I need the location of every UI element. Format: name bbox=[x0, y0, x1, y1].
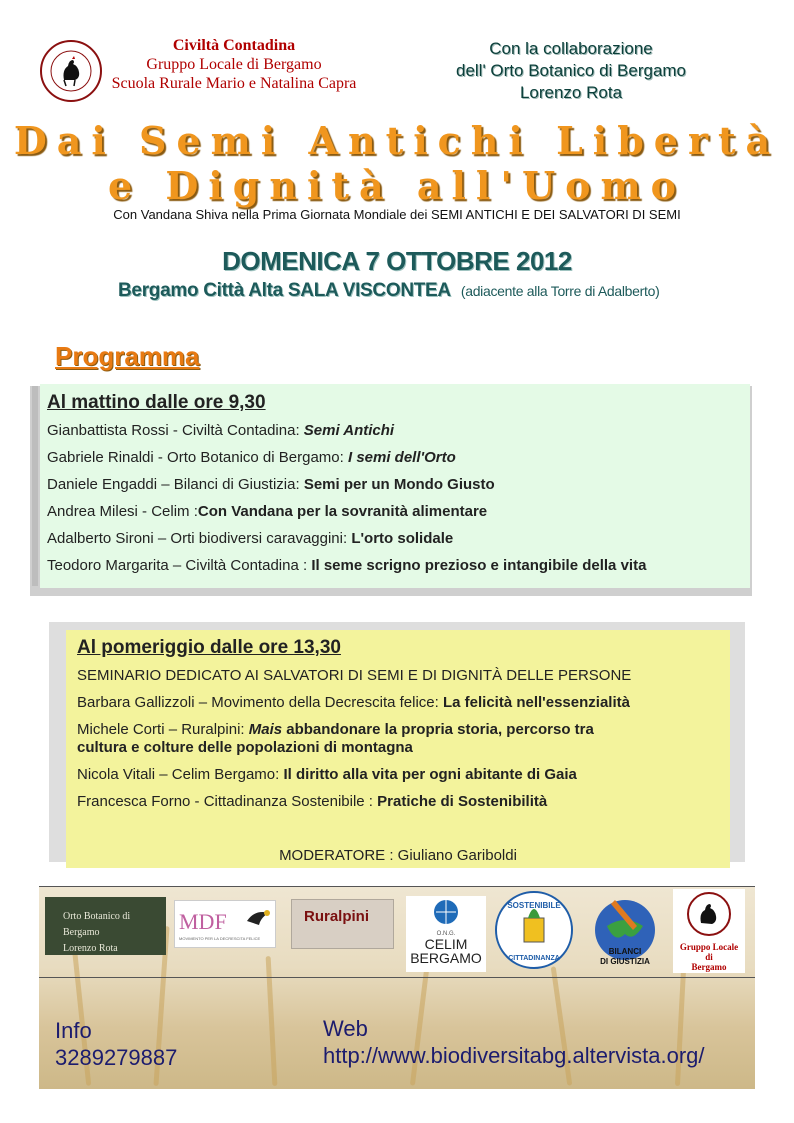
talk-title: Semi Antichi bbox=[303, 422, 395, 439]
gruppo-line3: Bergamo bbox=[691, 962, 727, 972]
morning-item bbox=[47, 476, 495, 494]
orto-logo-line2: Lorenzo Rota bbox=[63, 943, 118, 954]
cittadinanza-top-text: SOSTENIBILE bbox=[507, 901, 561, 910]
organizer-group: Gruppo Locale di Bergamo bbox=[146, 56, 322, 73]
morning-item bbox=[47, 557, 646, 575]
afternoon-item bbox=[77, 793, 727, 811]
info-label: Info bbox=[55, 1018, 92, 1043]
bird-icon bbox=[245, 905, 273, 931]
speaker: Nicola Vitali – Celim Bergamo: bbox=[77, 766, 284, 783]
morning-session-box bbox=[40, 384, 750, 588]
mdf-logo-subtext: MOVIMENTO PER LA DECRESCITA FELICE bbox=[179, 936, 261, 941]
globe-icon bbox=[432, 898, 460, 926]
orto-logo-line1: Orto Botanico di Bergamo bbox=[63, 911, 131, 938]
afternoon-item bbox=[77, 766, 727, 784]
celim-line2: BERGAMO bbox=[410, 950, 482, 966]
celim-ong: O.N.G. bbox=[436, 931, 456, 937]
afternoon-item bbox=[77, 721, 727, 757]
web-url-link[interactable]: http://www.biodiversitabg.altervista.org/ bbox=[323, 1043, 705, 1068]
bilanci-badge bbox=[585, 890, 665, 970]
talk-title-italic: Mais bbox=[248, 721, 283, 738]
talk-title: L'orto solidale bbox=[351, 530, 454, 547]
afternoon-session-box bbox=[66, 630, 730, 868]
orto-botanico-logo bbox=[45, 897, 166, 955]
bilanci-text-2: DI GIUSTIZIA bbox=[600, 957, 650, 966]
ruralpini-logo bbox=[291, 899, 394, 949]
talk-title: I semi dell'Orto bbox=[347, 449, 456, 466]
collaboration-block bbox=[440, 38, 702, 104]
speaker: Gianbattista Rossi - Civiltà Contadina: bbox=[47, 422, 304, 439]
rooster-icon bbox=[683, 891, 735, 937]
venue-note: (adiacente alla Torre di Adalberto) bbox=[460, 283, 660, 299]
speaker: Barbara Gallizzoli – Movimento della Decrescita felice: bbox=[77, 694, 443, 711]
afternoon-item bbox=[77, 694, 727, 712]
cittadinanza-sostenibile-logo bbox=[494, 890, 574, 970]
civilta-contadina-logo bbox=[40, 40, 102, 102]
ruralpini-logo-text: Ruralpini bbox=[304, 908, 370, 925]
cittadinanza-badge bbox=[494, 890, 574, 970]
event-title-line-2: e Dignità all'Uomo bbox=[108, 163, 686, 208]
speaker: Andrea Milesi - Celim : bbox=[47, 503, 198, 520]
celim-line1: CELIM bbox=[424, 936, 468, 952]
morning-session-title: Al mattino dalle ore 9,30 bbox=[47, 392, 266, 413]
rooster-icon bbox=[42, 42, 100, 100]
web-label: Web bbox=[323, 1016, 368, 1041]
organizer-school: Scuola Rurale Mario e Natalina Capra bbox=[111, 75, 357, 92]
morning-item bbox=[47, 422, 394, 440]
speaker: Teodoro Margarita – Civiltà Contadina : bbox=[47, 557, 312, 574]
mdf-logo-text: MDF bbox=[179, 909, 227, 934]
moderator: MODERATORE : Giuliano Gariboldi bbox=[279, 847, 517, 864]
collab-line-2: dell' Orto Botanico di Bergamo bbox=[455, 61, 687, 80]
talk-title: Pratiche di Sostenibilità bbox=[377, 793, 548, 810]
event-date: DOMENICA 7 OTTOBRE 2012 bbox=[222, 246, 572, 276]
talk-title: Semi per un Mondo Giusto bbox=[303, 476, 495, 493]
talk-title: Il diritto alla vita per ogni abitante di Gaia bbox=[283, 766, 577, 783]
speaker: Daniele Engaddi – Bilanci di Giustizia: bbox=[47, 476, 304, 493]
event-venue bbox=[118, 280, 659, 302]
event-subtitle: Con Vandana Shiva nella Prima Giornata Mondiale dei SEMI ANTICHI E DEI SALVATORI DI SEMI bbox=[113, 207, 681, 222]
talk-title: abbandonare la propria storia, percorso tra bbox=[282, 721, 594, 738]
afternoon-intro: SEMINARIO DEDICATO AI SALVATORI DI SEMI E DI DIGNITÀ DELLE PERSONE bbox=[77, 667, 632, 684]
talk-title-continued: cultura e colture delle popolazioni di montagna bbox=[77, 739, 413, 756]
bilanci-text-1: BILANCI bbox=[608, 947, 642, 956]
speaker: Francesca Forno - Cittadinanza Sostenibile : bbox=[77, 793, 378, 810]
cittadinanza-bottom-text: CITTADINANZA bbox=[508, 955, 560, 962]
speaker: Michele Corti – Ruralpini: bbox=[77, 721, 249, 738]
info-phone: 3289279887 bbox=[55, 1045, 178, 1070]
bilanci-di-giustizia-logo bbox=[585, 890, 665, 970]
gruppo-line1: Gruppo Locale bbox=[679, 942, 739, 952]
divider-top bbox=[39, 886, 755, 887]
organizer-block bbox=[104, 36, 364, 93]
program-heading: Programma bbox=[55, 341, 200, 371]
organizer-name: Civiltà Contadina bbox=[172, 37, 296, 54]
morning-item bbox=[47, 530, 453, 548]
talk-title: Con Vandana per la sovranità alimentare bbox=[197, 503, 488, 520]
gruppo-line2: di bbox=[705, 952, 713, 962]
talk-title: La felicità nell'essenzialità bbox=[442, 694, 630, 711]
mdf-logo bbox=[174, 900, 276, 948]
divider-bottom bbox=[39, 977, 755, 978]
web-block bbox=[323, 1015, 705, 1069]
morning-item bbox=[47, 503, 487, 521]
morning-item bbox=[47, 449, 456, 467]
collab-line-1: Con la collaborazione bbox=[489, 39, 653, 58]
celim-logo bbox=[406, 896, 486, 972]
talk-title: Il seme scrigno prezioso e intangibile della vita bbox=[311, 557, 647, 574]
afternoon-session-title: Al pomeriggio dalle ore 13,30 bbox=[77, 637, 341, 658]
collab-line-3: Lorenzo Rota bbox=[519, 83, 623, 102]
gruppo-locale-logo bbox=[673, 889, 745, 973]
speaker: Gabriele Rinaldi - Orto Botanico di Bergamo: bbox=[47, 449, 348, 466]
speaker: Adalberto Sironi – Orti biodiversi caravaggini: bbox=[47, 530, 352, 547]
event-title-line-1: Dai Semi Antichi Libertà bbox=[13, 118, 781, 163]
venue-name: Bergamo Città Alta SALA VISCONTEA bbox=[118, 280, 451, 301]
info-block bbox=[55, 1017, 177, 1071]
